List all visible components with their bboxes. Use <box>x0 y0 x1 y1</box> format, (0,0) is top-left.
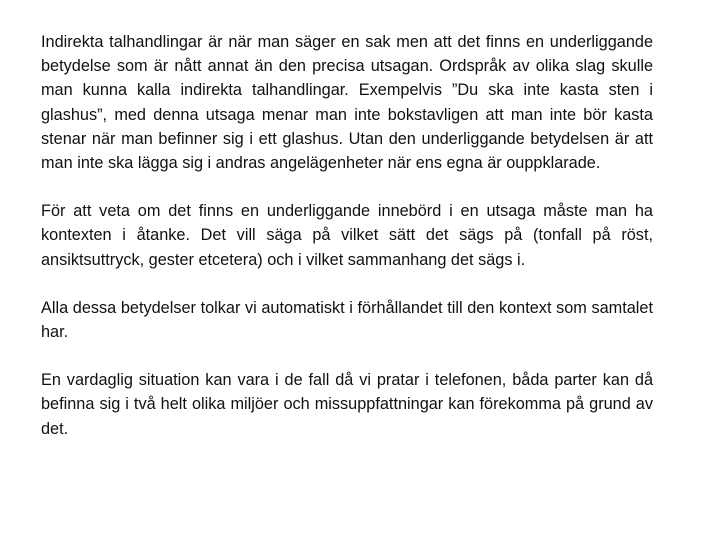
paragraph-1: Indirekta talhandlingar är när man säger en sak men att det finns en underliggande betydelse som är nått annat än den precisa utsagan. Ordspråk av olika slag skulle man kunna kalla indirekta talhandlingar. Exempelvis ”Du ska inte kasta sten i glashus”, med denna utsaga menar man inte bokstavligen att man inte bör kasta stenar när man befinner sig i ett glashus. Utan den underliggande betydelsen är att man inte ska lägga sig i andras angelägenheter när ens egna är ouppklarade. <box>41 33 653 173</box>
paragraph-4: En vardaglig situation kan vara i de fall då vi pratar i telefonen, båda parter kan då befinna sig i två helt olika miljöer och missuppfattningar kan förekomma på grund av det. <box>41 371 653 438</box>
body-text <box>41 30 653 465</box>
paragraph-2: För att veta om det finns en underliggande innebörd i en utsaga måste man ha kontexten i åtanke. Det vill säga på vilket sätt det sägs på (tonfall på röst, ansiktsuttryck, gester etcetera) och i vilket sammanhang det sägs i. <box>41 202 653 269</box>
paragraph-3: Alla dessa betydelser tolkar vi automatiskt i förhållandet till den kontext som samtalet har. <box>41 298 653 342</box>
